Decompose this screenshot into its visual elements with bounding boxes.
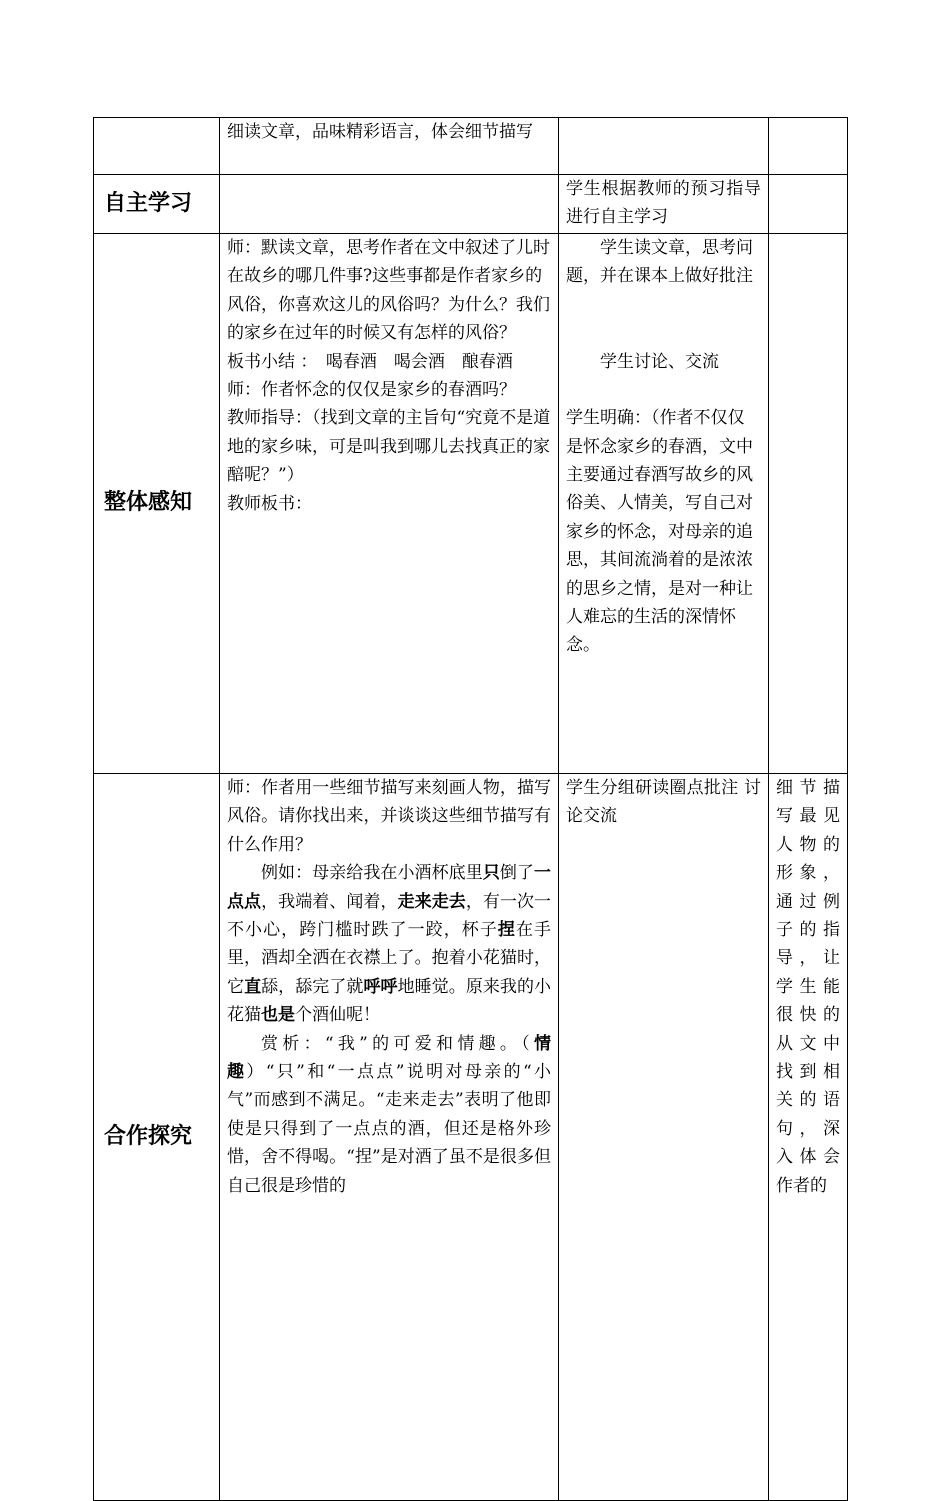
emphasis-word: 情趣 — [227, 1033, 551, 1083]
emphasis-word: 一点点 — [227, 863, 551, 912]
example-text: 在手里，酒却全洒在衣襟上了。抱着小花猫时，它 — [227, 920, 552, 997]
table-row — [94, 118, 848, 175]
teacher-board-note: 教师板书： — [227, 493, 312, 514]
table-row — [94, 234, 848, 774]
student-activity-cell: 学生分组研读圈点批注 讨论交流 — [559, 774, 769, 1501]
teacher-question: 师：默读文章，思考作者在文中叙述了儿时在故乡的哪几件事?这些事都是作者家乡的风俗，你喜欢这儿的风俗吗？为什么？我们的家乡在过年的时候又有怎样的风俗？ — [227, 238, 550, 344]
example-text: 舔，舔完了就 — [261, 976, 364, 997]
emphasis-word: 走来走去 — [397, 891, 466, 912]
teacher-text: 细读文章，品味精彩语言，体会细节描写 — [227, 122, 533, 142]
student-conclusion: 学生明确：（作者不仅仅是怀念家乡的春酒，文中主要通过春酒写故乡的风俗美、人情美，写自己对家乡的怀念，对母亲的追思，其间流淌着的是浓浓的思乡之情，是对一种让人难忘的生活的深情怀念。 — [566, 408, 753, 656]
emphasis-word: 捏 — [497, 920, 516, 941]
teacher-intro: 师：作者用一些细节描写来刻画人物，描写风俗。请你找出来，并谈谈这些细节描写有什么作用？ — [227, 778, 551, 855]
table-row — [94, 774, 848, 1501]
table-row — [94, 175, 848, 234]
emphasis-word: 也是 — [261, 1005, 295, 1026]
emphasis-word: 只 — [482, 863, 500, 884]
example-text: 例如：母亲给我在小酒杯底里 — [261, 863, 483, 884]
student-activity-cell — [559, 234, 769, 774]
analysis-paragraph — [227, 1030, 551, 1200]
teacher-activity-cell — [220, 774, 559, 1501]
teacher-activity-cell — [220, 234, 559, 774]
board-summary: 板书小结 ： 喝春酒 喝会酒 酿春酒 — [227, 351, 513, 372]
student-activity-cell — [559, 118, 769, 175]
design-intent-cell — [769, 234, 848, 774]
analysis-text: 赏析：“我”的可爱和情趣。（ — [261, 1033, 534, 1054]
emphasis-word: 呼呼 — [363, 976, 398, 997]
design-intent-cell: 细节描写最见人物的形象，通过例子的指导，让学生能很快的从文中找到相关的语句，深入体会作者的 — [769, 774, 848, 1501]
example-text: ，有一次一不小心，跨门槛时跌了一跤，杯子 — [227, 891, 552, 941]
student-discussion: 学生讨论、交流 — [600, 351, 719, 372]
stage-cell: 合作探究 — [94, 774, 220, 1501]
student-reading-task: 学生读文章，思考问题，并在课本上做好批注 — [566, 238, 753, 287]
example-text: 倒了 — [499, 863, 534, 884]
example-paragraph — [227, 859, 551, 1029]
spacer — [566, 291, 761, 348]
stage-cell: 整体感知 — [94, 234, 220, 774]
stage-cell — [94, 118, 220, 175]
example-text: ，我端着、闻着， — [261, 891, 398, 912]
example-text: 个酒仙呢！ — [295, 1005, 380, 1026]
student-activity-cell: 学生根据教师的预习指导进行自主学习 — [559, 175, 769, 234]
teacher-question-2: 师：作者怀念的仅仅是家乡的春酒吗？ — [227, 380, 516, 401]
example-text: 地睡觉。原来我的小花猫 — [227, 976, 552, 1026]
stage-cell: 自主学习 — [94, 175, 220, 234]
emphasis-word: 直 — [244, 976, 262, 997]
teacher-guidance: 教师指导：（找到文章的主旨句“究竟不是道地的家乡味，可是叫我到哪儿去找真正的家醅呢？”） — [227, 408, 551, 486]
lesson-plan-table — [93, 117, 848, 1501]
design-intent-cell — [769, 175, 848, 234]
teacher-activity-cell — [220, 118, 559, 175]
teacher-activity-cell — [220, 175, 559, 234]
design-intent-cell — [769, 118, 848, 175]
spacer — [566, 376, 761, 404]
analysis-text: ）“只”和“一点点”说明对母亲的“小气”而感到不满足。“走来走去”表明了他即使是只得到了一点点的酒，但还是格外珍惜，舍不得喝。“捏”是对酒了虽不是很多但自己很是珍惜的 — [227, 1062, 551, 1196]
